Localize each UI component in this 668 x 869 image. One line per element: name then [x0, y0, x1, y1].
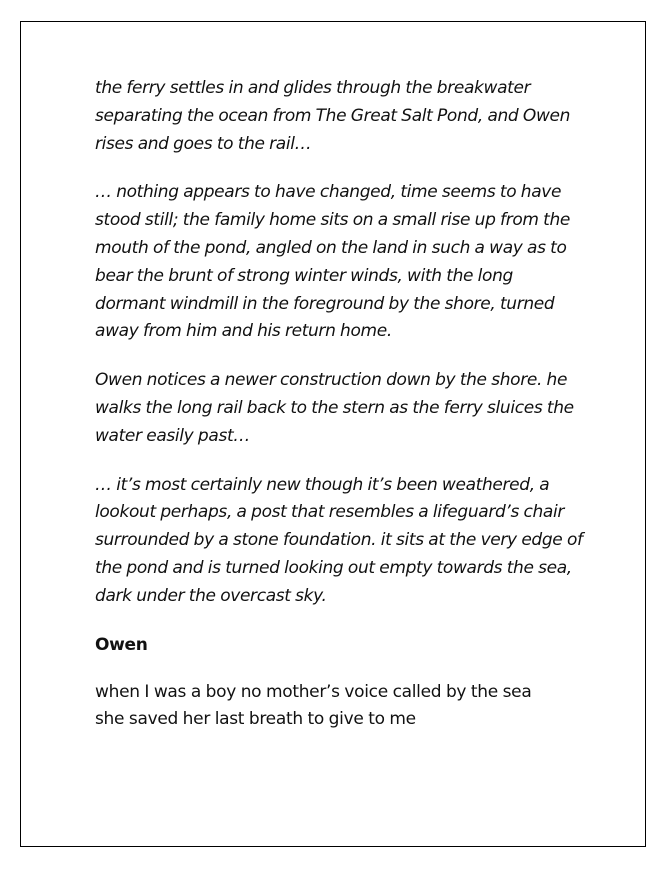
stage-direction-2: … nothing appears to have changed, time seems to have stood still; the family home sits on a small rise up from the mouth of the pond, angled on the land in such a way as to bear the brunt of strong winter winds, with the long dormant windmill in the foreground by the shore, turned away from him and his return home.: [95, 182, 570, 342]
manuscript-page: [20, 21, 646, 847]
lyric-line-1: when I was a boy no mother’s voice called by the sea: [95, 681, 532, 702]
stage-direction-1: the ferry settles in and glides through the breakwater separating the ocean from The Great Salt Pond, and Owen rises and goes to the rail…: [95, 78, 571, 154]
lyric-block: [95, 679, 585, 733]
page-content: [95, 75, 585, 733]
stage-direction-4: … it’s most certainly new though it’s been weathered, a lookout perhaps, a post that resembles a lifeguard’s chair surrounded by a stone foundation. it sits at the very edge of the pond and is turned looking out empty towards the sea, dark under the overcast sky.: [95, 474, 583, 606]
stage-direction-3: Owen notices a newer construction down by the shore. he walks the long rail back to the stern as the ferry sluices the water easily past…: [95, 370, 574, 446]
speaker-name: Owen: [95, 634, 148, 655]
lyric-line-2: she saved her last breath to give to me: [95, 708, 416, 729]
